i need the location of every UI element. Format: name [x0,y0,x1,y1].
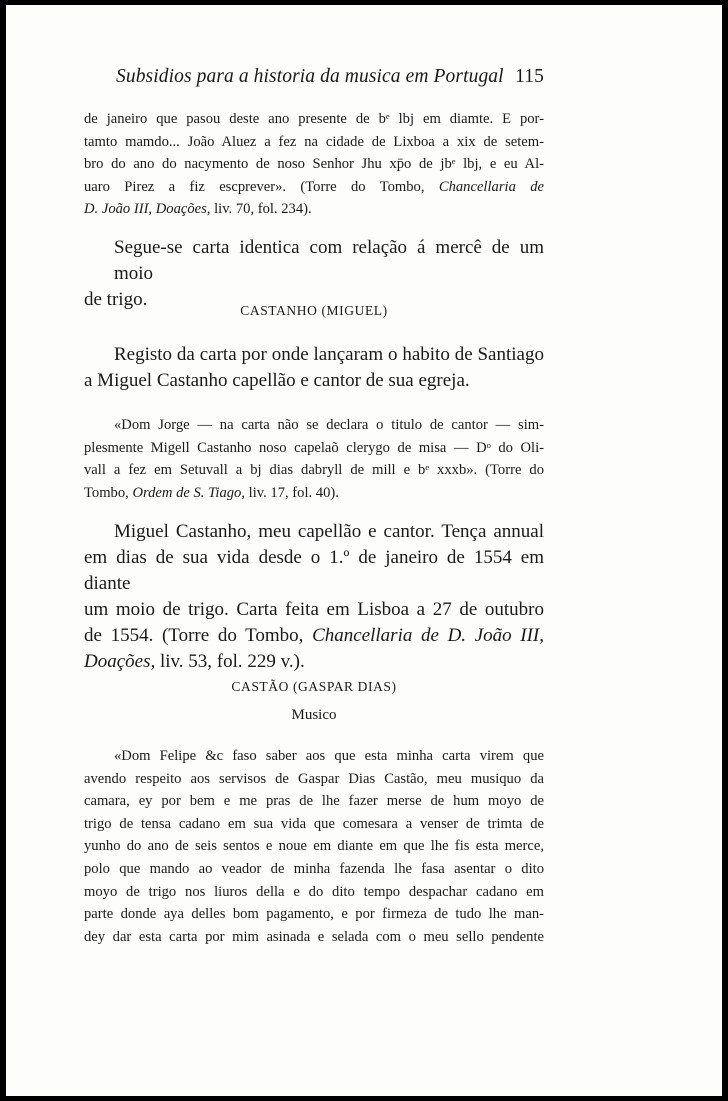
paragraph-body [84,519,544,675]
text-span: Tombo, [84,484,133,501]
text-line: plesmente Migell Castanho noso capelaõ clerygo de misa — Dᵒ do Oli- [84,439,544,456]
paragraph-body [84,235,544,313]
text-span: liv. 17, fol. 40). [245,484,339,501]
text-line [84,198,544,221]
text-line [84,176,544,199]
text-line: avendo respeito aos servisos de Gaspar Dias Castão, meu musiquo da [84,770,544,787]
paragraph-quote [84,745,544,948]
text-line: de janeiro que pasou deste ano presente de bᵉ lbj em diamte. E por- [84,111,544,127]
text-line: trigo de tensa cadano em sua vida que comesara a venser de trimta de [84,815,544,832]
text-span: uaro Pirez a fiz escprever». (Torre do Tombo, [84,178,439,195]
text-line [84,482,544,505]
text-line: bro do ano do nacymento de noso Senhor Jhu xp̄o de jbᵉ lbj, e eu Al- [84,156,544,173]
text-span: liv. 53, fol. 229 v.). [155,651,305,672]
text-line: de trigo. [84,289,148,310]
text-line: vall a fez em Setuvall a bj dias dabryll de mill e bᵉ xxxb». (Torre do [84,462,544,479]
page-number: 115 [515,66,544,87]
text-line: dey dar esta carta por mim asinada e selada com o meu sello pendente [84,928,544,945]
text-line [84,623,544,649]
italic-citation: Ordem de S. Tiago, [132,484,245,501]
paragraph-continuation [84,108,544,221]
text-line: Registo da carta por onde lançaram o habito de Santiago [114,344,544,365]
text-line: Segue-se carta identica com relação á mercê de um moio [114,237,544,284]
running-title: Subsidios para a historia da musica em Portugal [116,66,504,87]
section-heading: CASTÃO (GASPAR DIAS) [231,679,397,694]
text-line: yunho do ano de seis sentos e noue em diante em que lhe fis esta merce, [84,838,544,855]
text-line: moyo de trigo nos liuros della e do dito tempo despachar cadano em [84,883,544,900]
text-line: a Miguel Castanho capellão e cantor de sua egreja. [84,370,470,391]
text-line: um moio de trigo. Carta feita em Lisboa a 27 de outubro [84,599,544,620]
text-line: tamto mamdo... João Aluez a fez na cidade de Lixboa a xix de setem- [84,133,544,150]
text-line: polo que mando ao veador de minha fazenda lhe fasa asentar o dito [84,860,544,877]
paragraph-quote [84,414,544,504]
italic-citation: D. João III, Doações, [84,201,211,218]
text-span: liv. 70, fol. 234). [210,201,312,218]
text-line: «Dom Jorge — na carta não se declara o titulo de cantor — sim- [114,417,544,433]
running-header [116,66,544,88]
section-subheading: Musico [291,707,337,723]
section-heading: CASTANHO (MIGUEL) [240,303,388,318]
paragraph-body [84,342,544,394]
italic-citation: Chancellaria de [438,178,544,195]
text-line: «Dom Felipe &c faso saber aos que esta minha carta virem que [114,748,544,764]
text-line: Miguel Castanho, meu capellão e cantor. Tença annual [114,521,544,542]
text-line: parte donde aya delles bom pagamento, e por firmeza de tudo lhe man- [84,906,544,923]
italic-citation: Chancellaria de D. João III, [312,625,544,646]
text-line: camara, ey por bem e me pras de lhe fazer merse de hum moyo de [84,793,544,810]
italic-citation: Doações, [84,651,156,672]
text-line: em dias de sua vida desde o 1.º de janeiro de 1554 em diante [84,547,544,594]
text-line [84,649,544,675]
text-span: de 1554. (Torre do Tombo, [84,625,313,646]
